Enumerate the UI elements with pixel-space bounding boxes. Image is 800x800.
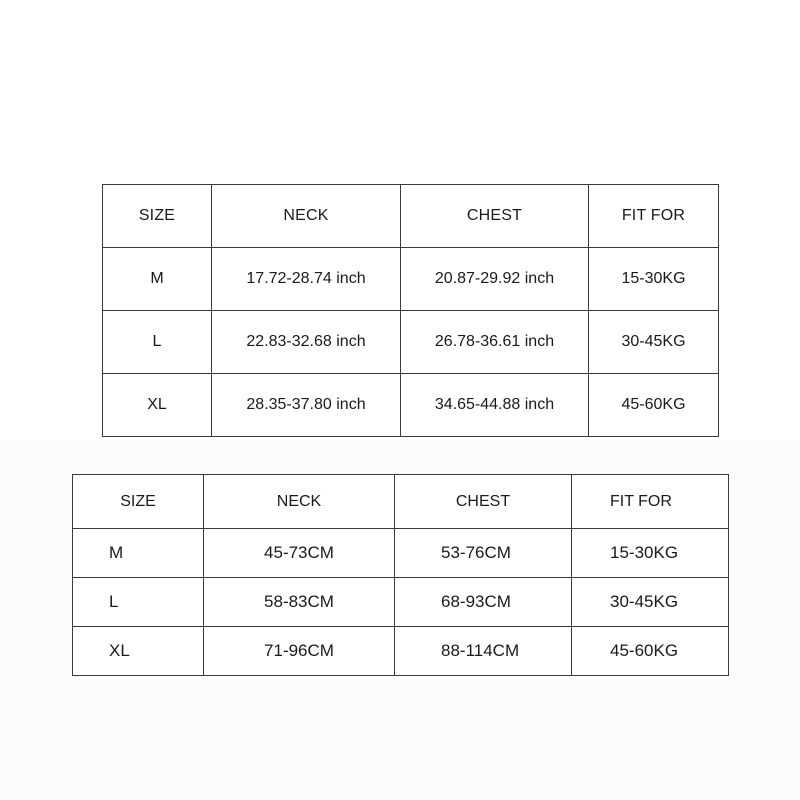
size-chart-cm-table — [72, 474, 729, 676]
neck-cell: 45-73CM — [204, 529, 395, 578]
table-header-row — [103, 185, 719, 248]
fit-for-cell: 15-30KG — [572, 529, 729, 578]
size-cell: XL — [73, 627, 204, 676]
fit-for-cell: 15-30KG — [589, 248, 719, 311]
table-row — [103, 374, 719, 437]
size-cell: L — [73, 578, 204, 627]
size-cell: M — [73, 529, 204, 578]
header-size: SIZE — [73, 475, 204, 529]
table-row — [103, 248, 719, 311]
neck-cell: 22.83-32.68 inch — [212, 311, 401, 374]
table-row — [73, 627, 729, 676]
chest-cell: 20.87-29.92 inch — [401, 248, 589, 311]
header-chest: CHEST — [395, 475, 572, 529]
table-row — [73, 529, 729, 578]
table-header-row — [73, 475, 729, 529]
header-size: SIZE — [103, 185, 212, 248]
size-chart-inch-table — [102, 184, 719, 437]
chest-cell: 88-114CM — [395, 627, 572, 676]
neck-cell: 17.72-28.74 inch — [212, 248, 401, 311]
header-fit-for: FIT FOR — [572, 475, 729, 529]
chest-cell: 34.65-44.88 inch — [401, 374, 589, 437]
fit-for-cell: 45-60KG — [572, 627, 729, 676]
neck-cell: 71-96CM — [204, 627, 395, 676]
chest-cell: 26.78-36.61 inch — [401, 311, 589, 374]
chest-cell: 53-76CM — [395, 529, 572, 578]
header-chest: CHEST — [401, 185, 589, 248]
size-cell: XL — [103, 374, 212, 437]
header-fit-for: FIT FOR — [589, 185, 719, 248]
neck-cell: 58-83CM — [204, 578, 395, 627]
chest-cell: 68-93CM — [395, 578, 572, 627]
header-neck: NECK — [204, 475, 395, 529]
neck-cell: 28.35-37.80 inch — [212, 374, 401, 437]
table-row — [103, 311, 719, 374]
size-cell: M — [103, 248, 212, 311]
header-neck: NECK — [212, 185, 401, 248]
fit-for-cell: 30-45KG — [572, 578, 729, 627]
fit-for-cell: 45-60KG — [589, 374, 719, 437]
table-row — [73, 578, 729, 627]
size-cell: L — [103, 311, 212, 374]
fit-for-cell: 30-45KG — [589, 311, 719, 374]
